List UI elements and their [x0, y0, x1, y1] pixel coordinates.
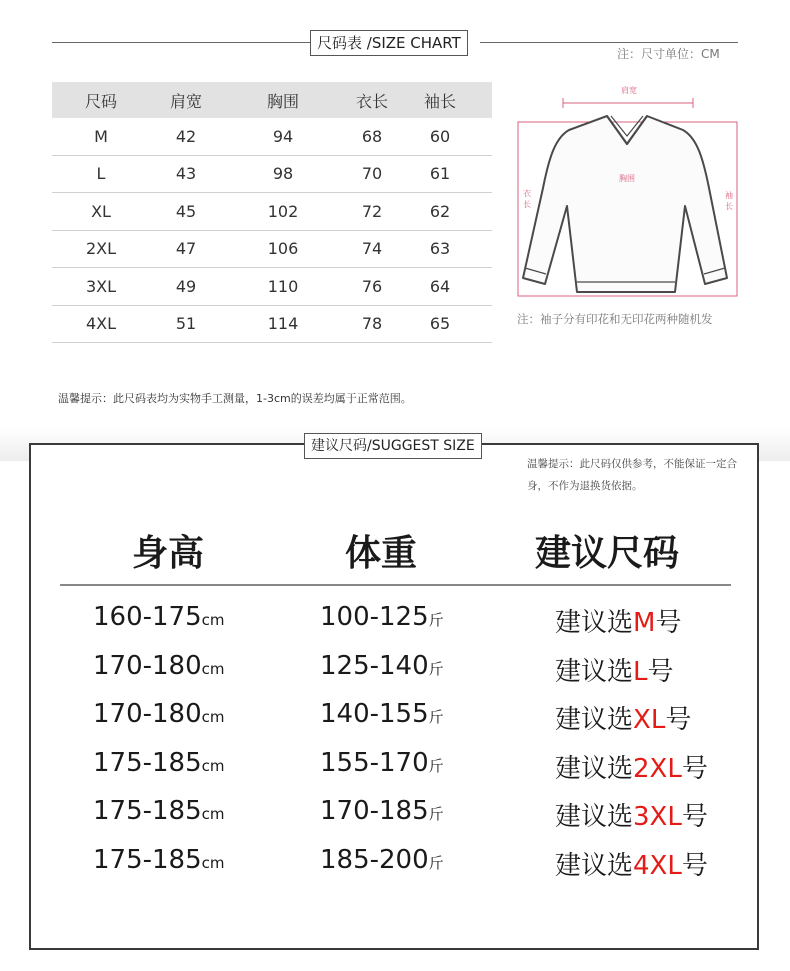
suggest-row: [0, 602, 790, 648]
sweater-diagram: [515, 78, 740, 300]
height-unit: cm: [201, 708, 225, 726]
suggest-size-title: 建议尺码/SUGGEST SIZE: [304, 433, 482, 459]
height-range: [93, 796, 225, 826]
header-shoulder: 肩宽: [169, 91, 202, 111]
title-rule-left: [52, 42, 310, 43]
cell-shoulder: 43: [175, 164, 197, 184]
suggest-row: [0, 748, 790, 794]
cell-sleeve: 62: [429, 201, 451, 221]
weight-unit: 斤: [428, 853, 444, 872]
cell-shoulder: 47: [175, 239, 197, 259]
cell-size: 4XL: [85, 314, 117, 334]
cell-shoulder: 42: [175, 126, 197, 146]
cell-sleeve: 63: [429, 239, 451, 259]
label-sleeve: 袖长: [725, 191, 733, 211]
weight-unit: 斤: [428, 611, 444, 629]
cell-size: XL: [91, 201, 111, 221]
rec-prefix: 建议选: [555, 850, 634, 881]
height-unit: cm: [201, 805, 225, 823]
cell-chest: 110: [267, 276, 299, 296]
height-range: [93, 845, 225, 875]
weight-value: 170-185: [320, 796, 429, 826]
cell-length: 72: [361, 201, 383, 221]
header-height: 身高: [132, 533, 205, 574]
weight-range: [320, 845, 444, 875]
cell-size: 2XL: [85, 239, 117, 259]
rec-size: XL: [633, 705, 666, 735]
cell-length: 76: [361, 276, 383, 296]
rec-size: M: [633, 608, 656, 638]
label-chest: 胸围: [619, 174, 635, 183]
header-length: 衣长: [355, 91, 388, 111]
recommended-size: [555, 748, 708, 785]
cell-length: 68: [361, 126, 383, 146]
size-chart-title: 尺码表 /SIZE CHART: [310, 30, 468, 56]
cell-length: 78: [361, 314, 383, 334]
recommended-size: [555, 699, 691, 736]
header-size: 尺码: [84, 91, 117, 111]
header-sleeve: 袖长: [423, 91, 456, 111]
recommended-size: [555, 796, 708, 833]
unit-note: 注：尺寸单位：CM: [617, 47, 720, 61]
measurement-tip: 温馨提示：此尺码表均为实物手工测量，1-3cm的误差均属于正常范围。: [58, 392, 412, 405]
label-shoulder: 肩宽: [621, 86, 637, 95]
suggest-row: [0, 651, 790, 697]
suggest-row: [0, 699, 790, 745]
cell-sleeve: 60: [429, 126, 451, 146]
rec-prefix: 建议选: [555, 608, 634, 638]
cell-chest: 98: [272, 164, 294, 184]
height-range: [93, 651, 225, 681]
rec-suffix: 号: [655, 608, 682, 638]
suggest-row: [0, 845, 790, 891]
height-range: [93, 699, 225, 729]
garment-note: 注：袖子分有印花和无印花两种随机发: [517, 312, 713, 326]
rec-prefix: 建议选: [555, 753, 634, 784]
header-recommended: 建议尺码: [535, 533, 680, 574]
weight-value: 140-155: [320, 699, 429, 729]
weight-range: [320, 699, 444, 729]
suggest-row: [0, 796, 790, 842]
table-row: [52, 118, 492, 156]
sweater-outline: [523, 116, 727, 292]
height-value: 175-185: [93, 796, 202, 826]
table-row: [52, 156, 492, 194]
weight-value: 100-125: [320, 602, 429, 632]
height-range: [93, 602, 225, 632]
rec-size: 3XL: [633, 802, 682, 832]
cell-chest: 114: [267, 314, 299, 334]
recommended-size: [555, 602, 681, 639]
rec-suffix: 号: [681, 753, 708, 784]
cell-length: 74: [361, 239, 383, 259]
cell-chest: 94: [272, 126, 294, 146]
weight-range: [320, 602, 444, 632]
rec-size: 4XL: [633, 850, 682, 881]
weight-unit: 斤: [428, 708, 444, 726]
height-value: 170-180: [93, 650, 202, 681]
cell-shoulder: 49: [175, 276, 197, 296]
rec-suffix: 号: [681, 850, 708, 881]
cell-size: L: [96, 164, 106, 184]
weight-range: [320, 748, 444, 778]
weight-unit: 斤: [428, 659, 444, 678]
weight-value: 155-170: [320, 747, 429, 778]
table-row: [52, 268, 492, 306]
cell-shoulder: 45: [175, 201, 197, 221]
rec-prefix: 建议选: [555, 705, 634, 735]
rec-prefix: 建议选: [555, 656, 634, 687]
weight-value: 185-200: [320, 844, 429, 875]
table-row: [52, 306, 492, 344]
recommended-size: [555, 845, 708, 882]
height-value: 170-180: [93, 699, 202, 729]
height-range: [93, 748, 225, 778]
weight-range: [320, 651, 444, 681]
size-table: [52, 82, 492, 343]
rec-size: L: [633, 656, 648, 687]
cell-size: 3XL: [85, 276, 117, 296]
height-value: 160-175: [93, 602, 202, 632]
weight-unit: 斤: [428, 805, 444, 823]
height-value: 175-185: [93, 747, 202, 778]
suggest-tip: 温馨提示：此尺码仅供参考，不能保证一定合身，不作为退换货依据。: [527, 458, 737, 492]
cell-sleeve: 61: [429, 164, 451, 184]
cell-chest: 102: [267, 201, 299, 221]
rec-prefix: 建议选: [555, 802, 634, 832]
cell-length: 70: [361, 164, 383, 184]
rec-suffix: 号: [681, 802, 708, 832]
title-rule-right: [480, 42, 738, 43]
rec-size: 2XL: [633, 753, 682, 784]
height-unit: cm: [201, 853, 225, 872]
cell-chest: 106: [267, 239, 299, 259]
header-chest: 胸围: [266, 91, 299, 111]
table-row: [52, 231, 492, 269]
rec-suffix: 号: [647, 656, 674, 687]
cell-size: M: [94, 126, 108, 146]
header-weight: 体重: [345, 533, 418, 574]
weight-range: [320, 796, 444, 826]
size-table-header: [52, 82, 492, 118]
height-value: 175-185: [93, 844, 202, 875]
weight-unit: 斤: [428, 756, 444, 775]
height-unit: cm: [201, 756, 225, 775]
header-divider: [60, 584, 731, 586]
label-length: 衣长: [523, 189, 531, 209]
cell-sleeve: 64: [429, 276, 451, 296]
height-unit: cm: [201, 659, 225, 678]
height-unit: cm: [201, 611, 225, 629]
table-row: [52, 193, 492, 231]
weight-value: 125-140: [320, 650, 429, 681]
cell-shoulder: 51: [175, 314, 197, 334]
recommended-size: [555, 651, 674, 688]
cell-sleeve: 65: [429, 314, 451, 334]
rec-suffix: 号: [665, 705, 692, 735]
